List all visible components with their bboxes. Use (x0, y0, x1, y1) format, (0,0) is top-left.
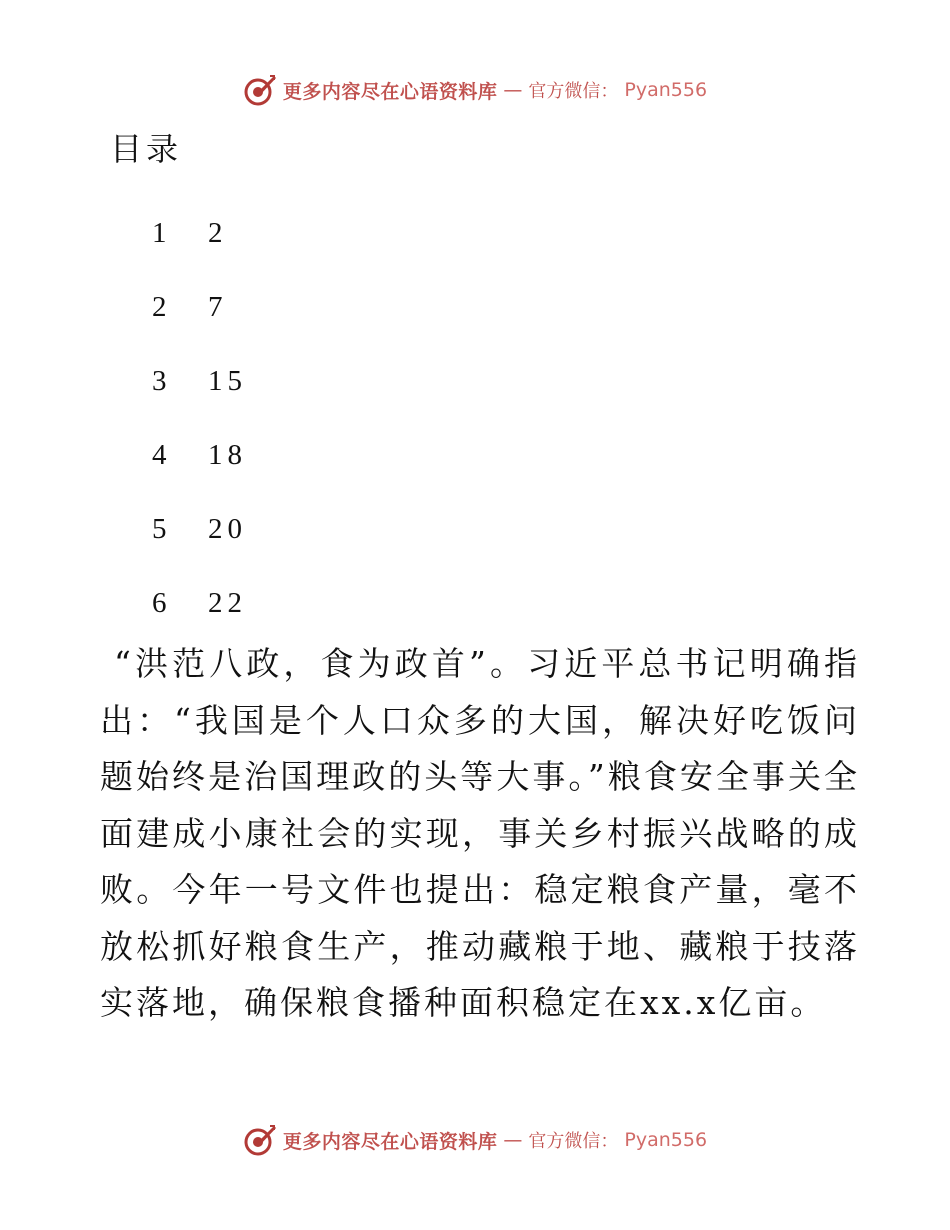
toc-item-number: 2 (152, 290, 167, 323)
toc-item-page: 7 (208, 290, 228, 323)
toc-item (152, 418, 247, 492)
quill-pen-logo-icon (243, 73, 277, 107)
toc-item-page: 20 (208, 512, 247, 545)
toc-item-number: 6 (152, 586, 167, 619)
toc-item (152, 270, 247, 344)
banner-dash: — (503, 79, 523, 101)
banner-wechat-id: Pyan556 (624, 1129, 708, 1151)
banner-dash: — (503, 1129, 523, 1151)
toc-item (152, 344, 247, 418)
toc-item-number: 3 (152, 364, 167, 397)
header-watermark-banner (0, 70, 950, 110)
banner-text: 更多内容尽在心语资料库 (282, 80, 498, 103)
banner-text: 更多内容尽在心语资料库 (282, 1130, 498, 1153)
toc-item-page: 18 (208, 438, 247, 471)
toc-item (152, 566, 247, 640)
toc-item (152, 492, 247, 566)
toc-list (152, 196, 247, 640)
banner-wechat-label: 官方微信： (528, 1131, 619, 1152)
quill-pen-logo-icon (243, 1123, 277, 1157)
body-paragraph: “洪范八政，食为政首”。习近平总书记明确指出：“我国是个人口众多的大国，解决好吃饭问题始终是治国理政的头等大事。”粮食安全事关全面建成小康社会的实现，事关乡村振兴战略的成败。今年一号文件也提出：稳定粮食产量，毫不放松抓好粮食生产，推动藏粮于地、藏粮于技落实落地，确保粮食播种面积稳定在xx.x亿亩。 (100, 644, 860, 1022)
toc-item-number: 1 (152, 216, 167, 249)
toc-item-number: 4 (152, 438, 167, 471)
banner-wechat-id: Pyan556 (624, 79, 708, 101)
toc-item (152, 196, 247, 270)
toc-item-page: 22 (208, 586, 247, 619)
toc-title: 目录 (110, 130, 183, 168)
toc-item-page: 2 (208, 216, 228, 249)
toc-item-page: 15 (208, 364, 247, 397)
toc-item-number: 5 (152, 512, 167, 545)
banner-wechat-label: 官方微信： (528, 81, 619, 102)
footer-watermark-banner (0, 1120, 950, 1160)
